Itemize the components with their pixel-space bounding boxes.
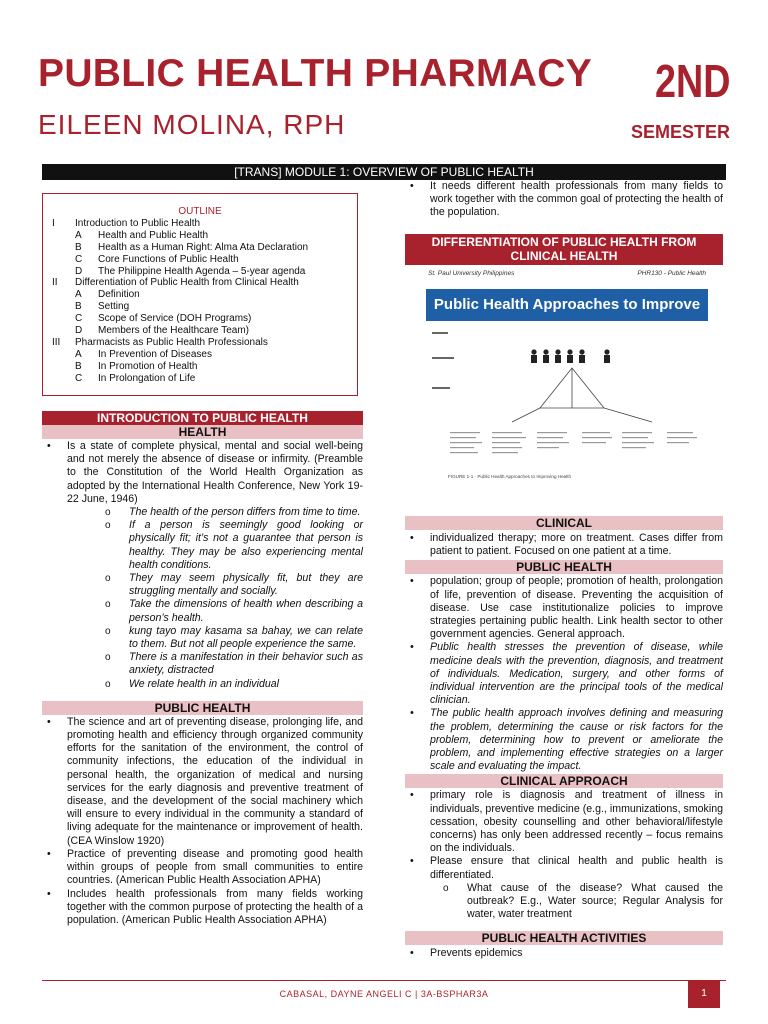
outline-item — [43, 349, 357, 361]
outline-text: Differentiation of Public Health from Clinical Health — [75, 277, 299, 289]
outline-text: Core Functions of Public Health — [98, 253, 239, 265]
outline-marker: B — [75, 241, 82, 253]
outline-marker: D — [75, 325, 83, 337]
outline-box — [42, 193, 358, 396]
intro-heading: INTRODUCTION TO PUBLIC HEALTH — [42, 411, 363, 425]
list-item: • The public health approach involves defining and measuring the problem, determining the cause or risk factors for the problem, determining how to prevent or ameliorate the problem, and implementing effective strategies on a larger scale and evaluating the impact. — [405, 707, 723, 773]
module-title: [TRANS] MODULE 1: OVERVIEW OF PUBLIC HEALTH — [42, 164, 726, 180]
semester-number: 2ND — [655, 55, 731, 107]
figure-diagram — [422, 324, 712, 474]
triangle-diagram — [512, 368, 652, 422]
list-item: o What cause of the disease? What caused the outbreak? E.g., Water source; Regular Analysis for water, water treatment — [405, 882, 723, 922]
list-item: o They may seem physically fit, but they are struggling mentally and socially. — [67, 572, 363, 598]
footer-author: CABASAL, DAYNE ANGELI C | 3A-BSPHAR3A — [279, 989, 489, 999]
figure-public-health-approaches — [422, 268, 712, 493]
clinical-list — [405, 532, 723, 558]
outline-item — [43, 313, 357, 325]
outline-item — [43, 289, 357, 301]
author-name: EILEEN MOLINA, RPH — [38, 109, 346, 140]
outline-item — [43, 301, 357, 313]
outline-list — [43, 218, 357, 384]
outline-text: Pharmacists as Public Health Professionals — [75, 336, 268, 348]
activities-list — [405, 947, 723, 960]
figure-row-markers — [432, 332, 454, 389]
list-item: • It needs different health professionals from many fields to work together with the common goal of protecting the health of the population. — [405, 180, 723, 220]
outline-marker: A — [75, 348, 82, 360]
outline-text: The Philippine Health Agenda – 5-year agenda — [98, 265, 306, 277]
document-title: PUBLIC HEALTH PHARMACY — [38, 52, 593, 95]
outline-marker: C — [75, 372, 83, 384]
health-list — [42, 440, 363, 691]
list-item: o kung tayo may kasama sa bahay, we can relate to them. But not all people experience the same. — [67, 625, 363, 651]
semester-label: SEMESTER — [631, 122, 731, 142]
outline-text: In Prevention of Diseases — [98, 348, 212, 360]
outline-text: Scope of Service (DOH Programs) — [98, 313, 252, 325]
outline-item — [43, 361, 357, 373]
clinical-approach-sublist — [405, 882, 723, 922]
outline-text: Introduction to Public Health — [75, 218, 201, 229]
people-icons — [531, 349, 610, 363]
figure-course: PHR130 - Public Health — [637, 270, 706, 277]
clinical-heading: CLINICAL — [405, 516, 723, 530]
outline-marker: C — [75, 313, 83, 325]
outline-item — [43, 218, 357, 230]
outline-item — [43, 373, 357, 385]
outline-marker: A — [75, 289, 82, 301]
clinical-approach-heading: CLINICAL APPROACH — [405, 774, 723, 788]
list-item: • Public health stresses the prevention of disease, while medicine deals with the prevention, diagnosis, and treatment of individuals. Medication, surgery, and other forms of individual intervention are the principal tools of the medical clinician. — [405, 641, 723, 707]
list-item: o There is a manifestation in their behavior such as anxiety, distracted — [67, 651, 363, 677]
differentiation-heading: DIFFERENTIATION OF PUBLIC HEALTH FROM CLINICAL HEALTH — [405, 234, 723, 265]
health-sublist — [67, 506, 363, 691]
health-heading: HEALTH — [42, 425, 363, 439]
page-number: 1 — [688, 980, 720, 1008]
list-item: • The science and art of preventing disease, prolonging life, and promoting health and efficiency through organized community efforts for the sanitation of the environment, the control of community infections, the education of the individual in personal health, the organization of medical and nursing services for the early diagnosis and preventive treatment of disease, and the development of the social machinery which will ensure to every individual in the community a standard of living adequate for the maintenance or improvement of health. (CEA Winslow 1920) — [42, 716, 363, 848]
outline-marker: D — [75, 265, 83, 277]
health-definition: Is a state of complete physical, mental and social well-being and not merely the absence of disease or infirmity. (Preamble to the Constitution of the World Health Organization as adopted by the International Health Conference, New York 19-22 June, 1946) — [67, 440, 363, 505]
public-health-heading: PUBLIC HEALTH — [42, 701, 363, 715]
figure-caption: FIGURE 1-1 · Public Health Approaches to Improving Health — [448, 474, 572, 479]
list-item: o If a person is seemingly good looking or physically fit; it’s not a guarantee that person is healthy. They may be also experiencing mental health conditions. — [67, 519, 363, 572]
activities-heading: PUBLIC HEALTH ACTIVITIES — [405, 931, 723, 945]
outline-item — [43, 230, 357, 242]
table-text-lines — [450, 432, 697, 453]
outline-item — [43, 242, 357, 254]
list-item: • individualized therapy; more on treatment. Cases differ from patient to patient. Focused on one patient at a time. — [405, 532, 723, 558]
outline-title: OUTLINE — [178, 206, 222, 217]
outline-item — [43, 266, 357, 278]
outline-marker: B — [75, 360, 82, 372]
outline-text: Definition — [98, 289, 140, 301]
right-lower-column — [405, 516, 723, 961]
public-health-list — [42, 716, 363, 927]
continued-list — [405, 180, 723, 220]
outline-item — [43, 337, 357, 349]
right-column — [405, 180, 723, 220]
outline-text: Members of the Healthcare Team) — [98, 325, 249, 337]
list-item: • population; group of people; promotion of health, prolongation of life, prevention of disease. Preventing the acquisition of disease. Use case institutionalize policies to improve strategies pertaining public health. Link health sector to other government agencies. General approach. — [405, 575, 723, 641]
outline-marker: A — [75, 229, 82, 241]
figure-banner: Public Health Approaches to Improve Health — [426, 289, 708, 321]
outline-marker: III — [52, 336, 61, 348]
clinical-approach-list — [405, 789, 723, 921]
public-health-italic-list — [405, 641, 723, 773]
outline-text: Health and Public Health — [98, 229, 209, 241]
list-item: o The health of the person differs from time to time. — [67, 506, 363, 519]
list-item — [42, 440, 363, 691]
list-item: o Take the dimensions of health when describing a person’s health. — [67, 598, 363, 624]
outline-text: In Promotion of Health — [98, 360, 198, 372]
list-item: • Practice of preventing disease and promoting good health within groups of people from small communities to entire countries. (American Public Health Association APHA) — [42, 848, 363, 888]
list-item: • primary role is diagnosis and treatment of illness in individuals, preventive medicine (e.g., immunizations, smoking cessation, obesity counselling and other behavioral/lifestyle concerns) has only been addressed recently – focus remains on the individuals. — [405, 789, 723, 855]
list-item: • Please ensure that clinical health and public health is differentiated. o What cause of the disease? What caused the outbreak? E.g., Water source; Regular Analysis for water, water treatment — [405, 855, 723, 921]
outline-text: Health as a Human Right: Alma Ata Declaration — [98, 241, 309, 253]
outline-text: In Prolongation of Life — [98, 372, 196, 384]
outline-marker: I — [52, 218, 55, 229]
outline-item — [43, 277, 357, 289]
list-item: • Includes health professionals from many fields working together with the common purpose of protecting the health of a population. (American Public Health Association APHA) — [42, 888, 363, 928]
footer-divider — [42, 980, 726, 981]
left-column — [42, 411, 363, 927]
figure-university: St. Paul University Philippines — [428, 270, 515, 277]
public-health-heading-right: PUBLIC HEALTH — [405, 560, 723, 574]
outline-item — [43, 325, 357, 337]
outline-text: Setting — [98, 301, 130, 313]
outline-item — [43, 254, 357, 266]
list-item: o We relate health in an individual — [67, 678, 363, 691]
list-item: • Prevents epidemics — [405, 947, 723, 960]
outline-marker: C — [75, 253, 83, 265]
public-health-right-list — [405, 575, 723, 641]
outline-marker: B — [75, 301, 82, 313]
outline-marker: II — [52, 277, 58, 289]
